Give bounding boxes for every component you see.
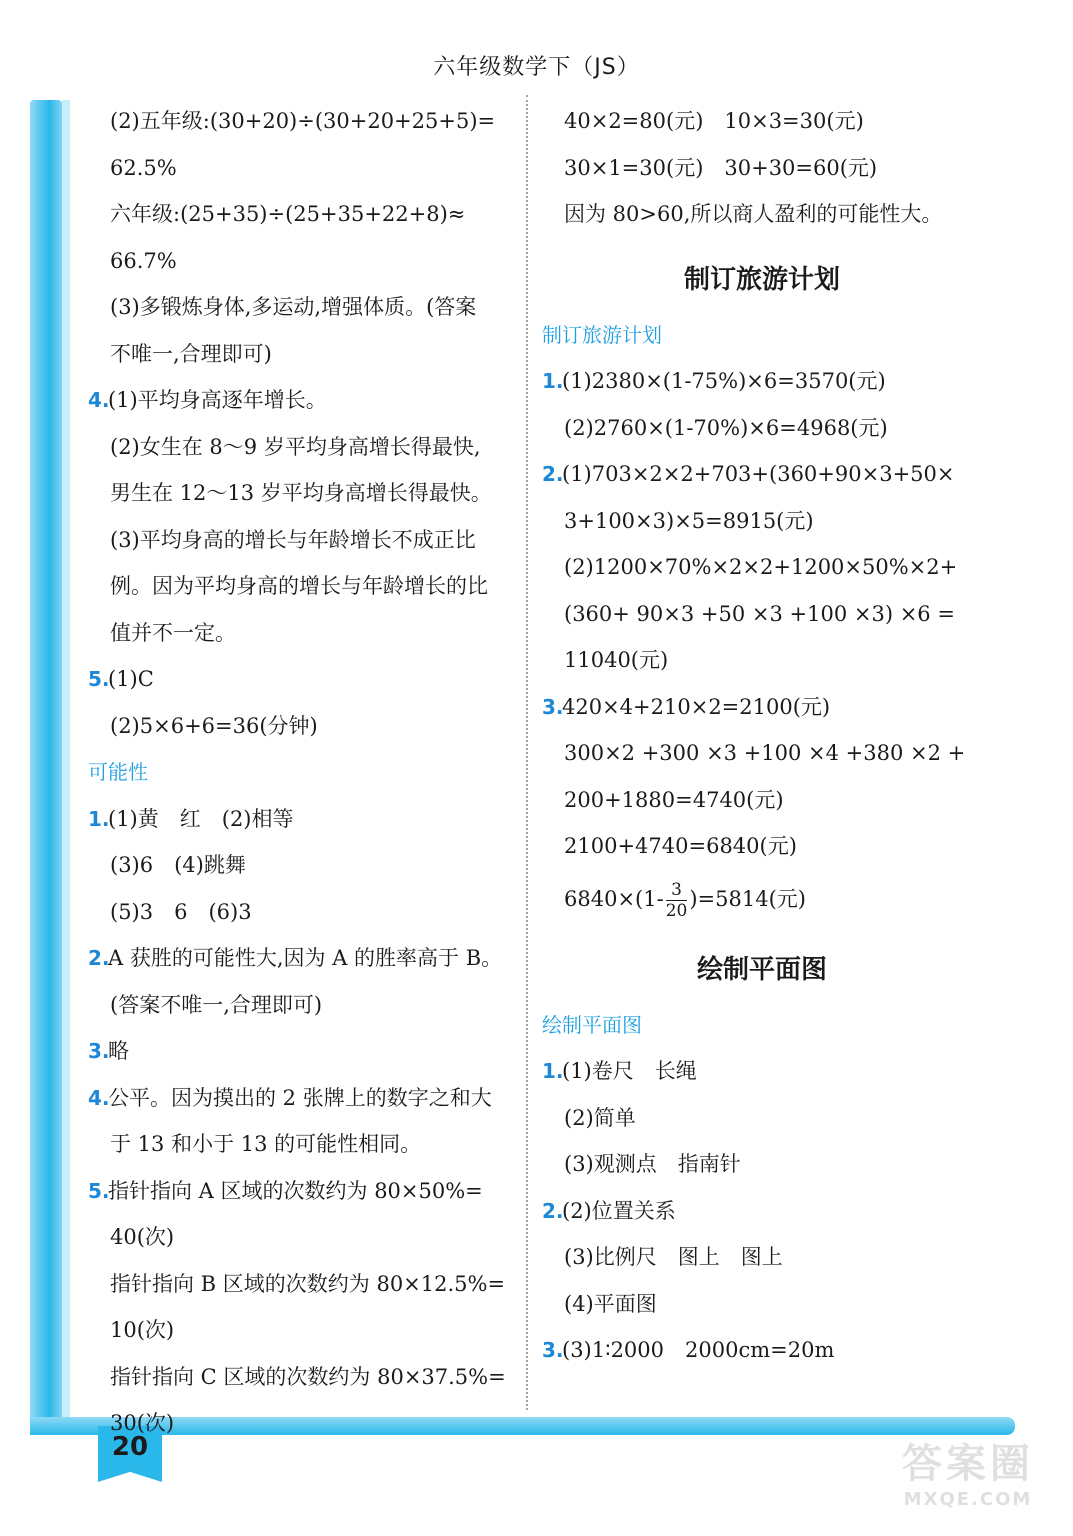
question-4 (88, 377, 518, 424)
answer-line: (2)1200×70%×2×2+1200×50%×2+ (564, 555, 958, 579)
question-number: 2. (542, 462, 564, 486)
fraction-numerator: 3 (666, 880, 688, 901)
question-4b (88, 1075, 518, 1122)
watermark-text: 答案圈 (902, 1441, 1034, 1487)
question-1 (542, 1048, 982, 1095)
left-decorative-bar (30, 100, 62, 1435)
watermark-logo (893, 1432, 1043, 1512)
answer-text: 公平。因为摸出的 2 张牌上的数字之和大 (108, 1085, 492, 1110)
answer-text: (1)C (108, 667, 154, 691)
answer-text: )=5814(元) (689, 886, 806, 911)
answer-text: 6840×(1- (564, 886, 664, 911)
answer-line: (3)平均身高的增长与年龄增长不成正比 (110, 527, 476, 552)
answer-line: 2100+4740=6840(元) (564, 834, 797, 858)
answer-line: (5)3 6 (6)3 (110, 899, 252, 924)
answer-line: 于 13 和小于 13 的可能性相同。 (110, 1132, 422, 1156)
answer-line: 300×2 +300 ×3 +100 ×4 +380 ×2 + (564, 741, 966, 765)
answer-line: 66.7% (110, 248, 177, 273)
fraction (666, 880, 688, 921)
answer-line: (3)6 (4)跳舞 (110, 853, 246, 877)
answer-text: (1)平均身高逐年增长。 (108, 388, 327, 412)
fraction-denominator: 20 (665, 900, 688, 921)
question-number: 3. (88, 1039, 110, 1063)
answer-text: (1)2380×(1-75%)×6=3570(元) (562, 369, 886, 393)
answer-line: 六年级:(25+35)÷(25+35+22+8)≈ (110, 202, 466, 226)
section-heading: 制订旅游计划 (542, 322, 662, 347)
answer-text: 指针指向 A 区域的次数约为 80×50%= (108, 1178, 483, 1203)
left-column (88, 98, 518, 1447)
question-1 (88, 796, 518, 843)
question-number: 4. (88, 1085, 110, 1110)
chapter-title: 制订旅游计划 (683, 264, 840, 295)
answer-line: (3)多锻炼身体,多运动,增强体质。(答案 (110, 295, 477, 319)
answer-line: 200+1880=4740(元) (564, 787, 784, 812)
answer-line: 30(次) (110, 1411, 175, 1435)
answer-line: 不唯一,合理即可) (110, 341, 272, 366)
question-number: 1. (542, 1059, 564, 1083)
answer-line: (4)平面图 (564, 1291, 657, 1316)
answer-line: 3+100×3)×5=8915(元) (564, 508, 814, 533)
answer-line: 62.5% (110, 155, 177, 180)
answer-text: A 获胜的可能性大,因为 A 的胜率高于 B。 (108, 946, 503, 970)
question-2 (542, 451, 982, 498)
answer-text: (2)位置关系 (562, 1198, 676, 1223)
answer-text: 略 (108, 1039, 129, 1063)
answer-line: 值并不一定。 (110, 620, 236, 645)
chapter-title: 绘制平面图 (696, 954, 827, 985)
column-divider (526, 95, 528, 1410)
answer-line: (360+ 90×3 +50 ×3 +100 ×3) ×6 = (564, 601, 955, 626)
answer-line: 男生在 12～13 岁平均身高增长得最快。 (110, 481, 492, 505)
answer-line: 30×1=30(元) 30+30=60(元) (564, 155, 878, 180)
question-number: 4. (88, 388, 110, 412)
answer-line: (2)五年级:(30+20)÷(30+20+25+5)= (110, 109, 496, 133)
right-column (542, 98, 982, 1374)
question-number: 2. (88, 946, 110, 970)
question-number: 1. (88, 806, 110, 831)
page-header-title: 六年级数学下（JS） (433, 55, 640, 80)
answer-line: (3)观测点 指南针 (564, 1152, 741, 1176)
answer-line: 指针指向 B 区域的次数约为 80×12.5%= (110, 1271, 506, 1296)
question-3 (542, 1327, 982, 1374)
answer-line: (2)2760×(1-70%)×6=4968(元) (564, 415, 888, 440)
question-3 (542, 684, 982, 731)
answer-text: 420×4+210×2=2100(元) (562, 694, 831, 719)
answer-line: 因为 80>60,所以商人盈利的可能性大。 (564, 202, 943, 226)
answer-line: 11040(元) (564, 648, 669, 672)
answer-line-fraction (542, 870, 982, 928)
question-number: 1. (542, 369, 564, 393)
question-5b (88, 1168, 518, 1215)
question-number: 5. (88, 1178, 110, 1203)
answer-line: (2)简单 (564, 1105, 636, 1130)
answer-line: 例。因为平均身高的增长与年龄增长的比 (110, 574, 488, 598)
answer-text: (1)黄 红 (2)相等 (108, 806, 294, 831)
left-decorative-bar-inner (62, 100, 70, 1420)
answer-line: 40×2=80(元) 10×3=30(元) (564, 109, 864, 133)
question-number: 3. (542, 694, 564, 719)
question-number: 3. (542, 1338, 564, 1362)
watermark-url: MXQE.COM (903, 1489, 1033, 1510)
answer-line: 10(次) (110, 1318, 175, 1342)
question-3 (88, 1028, 518, 1075)
answer-text: (1)卷尺 长绳 (562, 1059, 697, 1083)
question-2 (542, 1188, 982, 1235)
section-heading: 绘制平面图 (542, 1012, 642, 1037)
page-number: 20 (111, 1432, 149, 1462)
question-1 (542, 358, 982, 405)
answer-text: (1)703×2×2+703+(360+90×3+50× (562, 462, 955, 486)
answer-line: 指针指向 C 区域的次数约为 80×37.5%= (110, 1364, 506, 1389)
question-number: 2. (542, 1198, 564, 1223)
question-5 (88, 656, 518, 703)
answer-line: (答案不唯一,合理即可) (110, 992, 323, 1017)
answer-line: (2)5×6+6=36(分钟) (110, 713, 318, 738)
answer-text: (3)1∶2000 2000cm=20m (562, 1338, 835, 1362)
answer-line: (2)女生在 8～9 岁平均身高增长得最快, (110, 434, 481, 459)
question-number: 5. (88, 667, 110, 691)
answer-line: 40(次) (110, 1225, 175, 1249)
section-heading: 可能性 (88, 760, 148, 784)
answer-line: (3)比例尺 图上 图上 (564, 1245, 783, 1269)
question-2 (88, 935, 518, 982)
